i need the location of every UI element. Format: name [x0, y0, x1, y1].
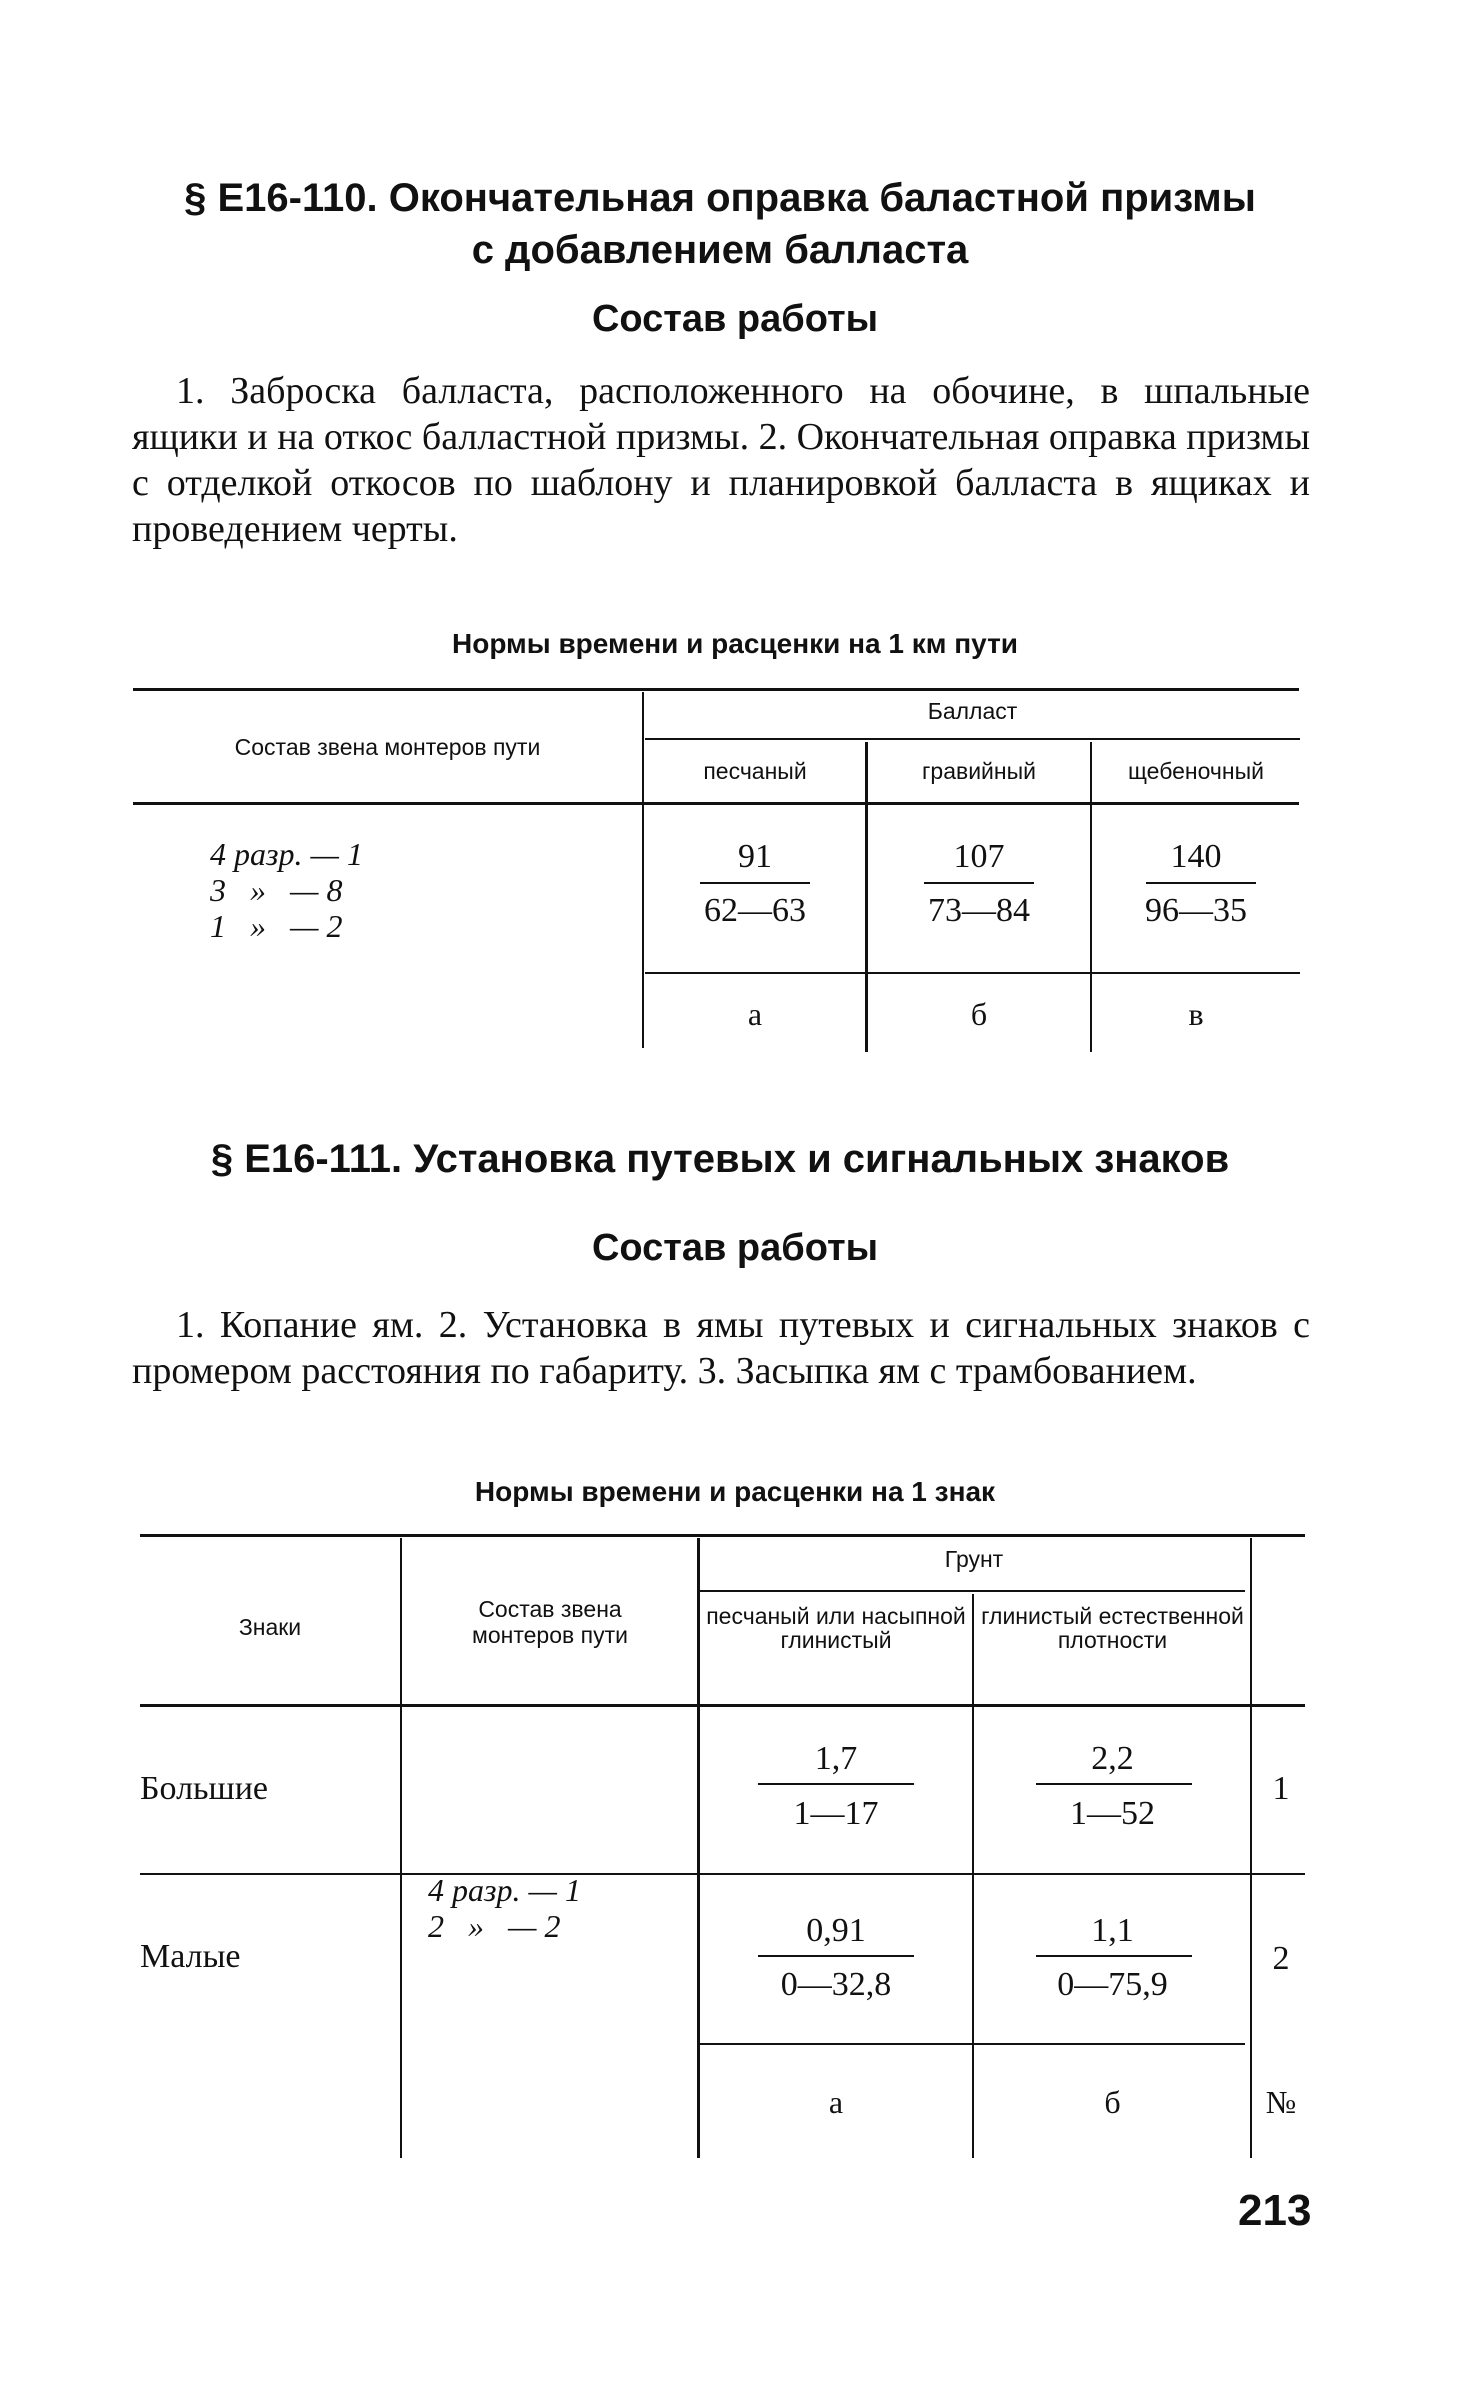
fraction-bar — [758, 1955, 914, 1957]
fraction-bar — [924, 882, 1034, 884]
column-header-gravel: гравийный — [922, 758, 1036, 784]
fraction-bar — [700, 882, 810, 884]
fraction-bar — [1146, 882, 1256, 884]
work-description — [132, 368, 1310, 552]
rate-value: 1—17 — [793, 1795, 879, 1832]
work-description-text: 1. Заброска балласта, расположенного на обочине, в шпальные ящики и на откос балластной призмы. 2. Окончательная оправка призмы с отделкой откосов по шаблону и планировкой балласта в ящиках и проведением черты. — [132, 370, 1310, 550]
group-header-ballast: Балласт — [927, 698, 1018, 724]
rate-value: 0—32,8 — [780, 1966, 892, 2003]
norm-value: 0,91 — [806, 1912, 866, 1949]
row-number: 2 — [1272, 1940, 1290, 1977]
table-rule — [140, 1704, 1305, 1707]
table-rule — [645, 972, 1300, 974]
table-rule — [972, 1594, 974, 2158]
column-header-sand: песчаный — [703, 758, 807, 784]
number-column-label: № — [1265, 2084, 1297, 2120]
norm-value: 1,1 — [1091, 1912, 1134, 1949]
section-title-line-2: с добавлением балласта — [471, 228, 969, 272]
table-rule — [645, 738, 1300, 740]
rate-value: 0—75,9 — [1057, 1966, 1168, 2003]
section-title-e16-110 — [130, 172, 1310, 276]
crew-composition — [210, 836, 363, 944]
table-caption: Нормы времени и расценки на 1 знак — [474, 1476, 996, 1507]
table-rule — [697, 1538, 700, 2158]
table-rule — [140, 1873, 1305, 1875]
column-letter: б — [970, 996, 988, 1032]
fraction-bar — [1036, 1783, 1192, 1785]
column-letter: в — [1188, 996, 1204, 1032]
norm-value: 1,7 — [814, 1740, 858, 1777]
column-header-signs: Знаки — [238, 1614, 302, 1640]
table-caption: Нормы времени и расценки на 1 км пути — [452, 628, 1018, 659]
norm-value: 91 — [738, 838, 772, 875]
norm-value: 2,2 — [1091, 1740, 1134, 1777]
crew-line: 2 » — 2 — [428, 1908, 561, 1944]
section-title-line-1: § Е16-110. Окончательная оправка баластной призмы — [184, 176, 1256, 220]
sign-name-small: Малые — [140, 1938, 241, 1975]
group-header-soil: Грунт — [944, 1546, 1004, 1572]
table-rule — [140, 1534, 1305, 1537]
crew-line: 4 разр. — 1 — [428, 1872, 581, 1908]
sign-name-large: Большие — [140, 1770, 269, 1807]
fraction-bar — [758, 1783, 914, 1785]
work-heading: Состав работы — [591, 1227, 879, 1269]
fraction-bar — [1036, 1955, 1192, 1957]
norm-value: 140 — [1170, 838, 1222, 875]
page-number: 213 — [1238, 2186, 1312, 2235]
rate-value: 73—84 — [928, 892, 1030, 929]
column-header-crew: Состав звена монтеров пути — [472, 1596, 628, 1648]
column-header-crew: Состав звена монтеров пути — [234, 734, 541, 760]
column-header-sandy-soil: песчаный или насыпной глинистый — [706, 1603, 966, 1653]
crew-line: 1 » — 2 — [210, 908, 343, 944]
column-letter: а — [747, 996, 763, 1032]
column-header-clay-soil: глинистый естественной плотности — [981, 1603, 1244, 1653]
norm-value: 107 — [953, 838, 1005, 875]
crew-line: 3 » — 8 — [210, 872, 343, 908]
column-header-crushed-stone: щебеночный — [1128, 758, 1264, 784]
crew-composition — [428, 1872, 581, 1944]
rate-value: 1—52 — [1070, 1795, 1155, 1832]
work-heading: Состав работы — [591, 298, 879, 340]
table-rule — [642, 692, 644, 1048]
row-number: 1 — [1272, 1770, 1290, 1807]
rate-value: 96—35 — [1145, 892, 1247, 929]
table-rule — [1250, 1538, 1252, 2158]
rate-value: 62—63 — [704, 892, 806, 929]
table-rule — [133, 802, 1299, 805]
table-rule — [400, 1538, 402, 2158]
work-description — [132, 1302, 1310, 1394]
crew-line: 4 разр. — 1 — [210, 836, 363, 872]
section-title-e16-111: § Е16-111. Установка путевых и сигнальных знаков — [210, 1137, 1230, 1181]
table-rule — [697, 2043, 1245, 2045]
work-description-text: 1. Копание ям. 2. Установка в ямы путевых и сигнальных знаков с промером расстояния по габариту. 3. Засыпка ям с трамбованием. — [132, 1304, 1310, 1392]
column-letter: а — [828, 2084, 844, 2120]
table-rule — [133, 688, 1299, 691]
column-letter: б — [1104, 2084, 1121, 2120]
table-rule — [697, 1590, 1245, 1592]
